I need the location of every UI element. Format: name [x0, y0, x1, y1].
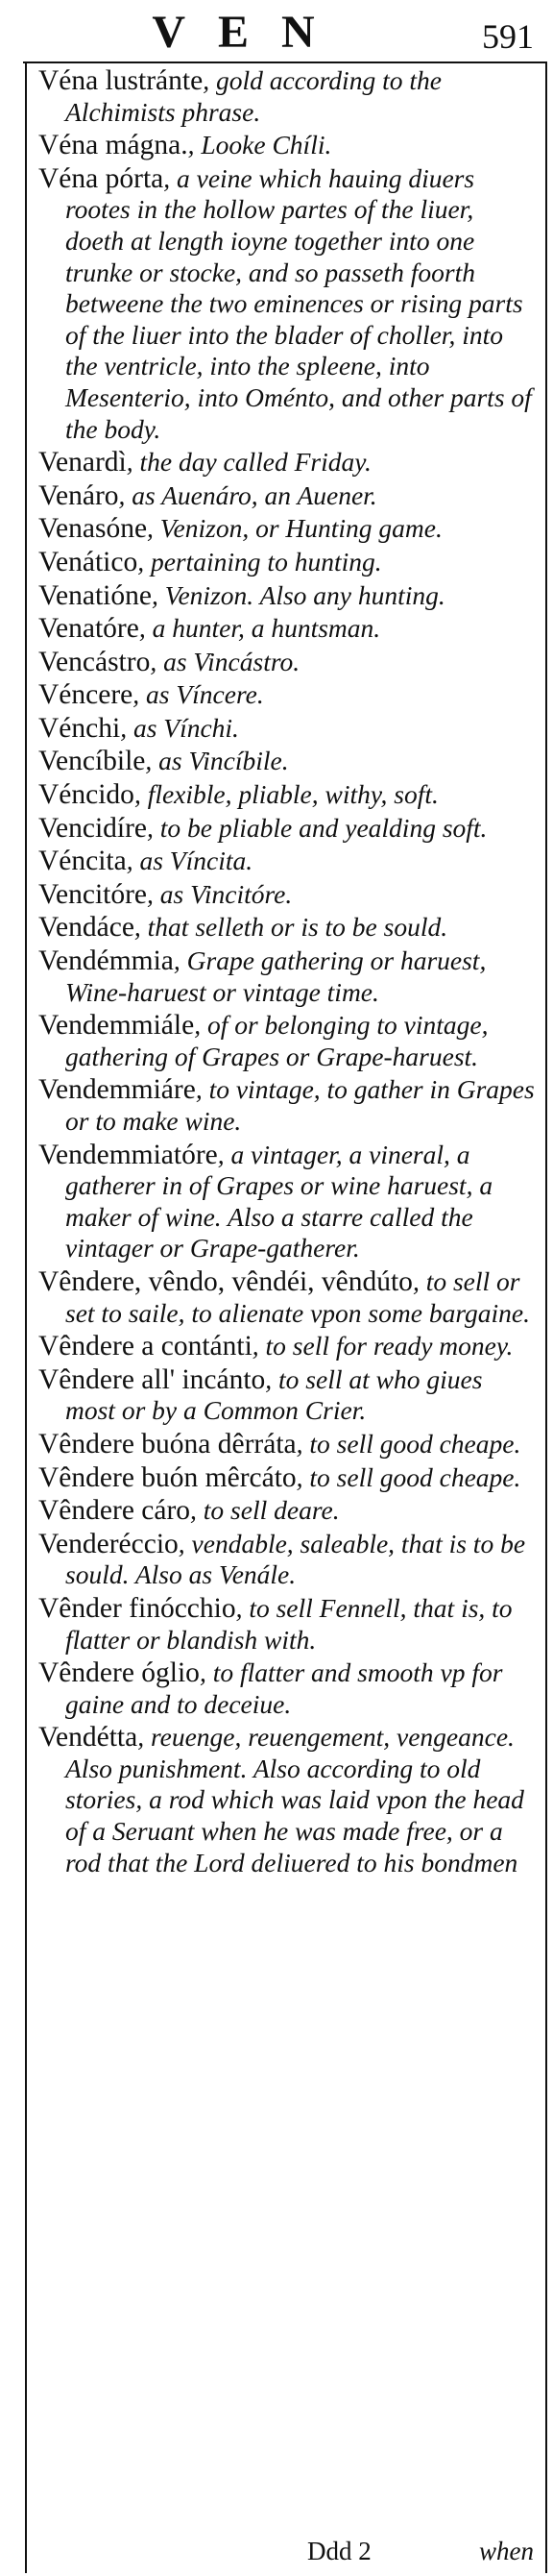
definition: , pertaining to hunting.	[137, 546, 382, 577]
definition: , to sell good cheape.	[296, 1428, 521, 1459]
running-head: VEN	[152, 7, 348, 58]
definition: , as Víncere.	[132, 679, 264, 710]
headword: Vêndere buóna dêrráta	[38, 1428, 297, 1460]
dictionary-entry	[38, 779, 538, 811]
definition: , as Vincíbile.	[145, 746, 289, 776]
page-header	[0, 0, 553, 61]
dictionary-entry	[38, 1331, 538, 1362]
headword: Vendétta	[38, 1722, 138, 1754]
headword: Venderéccio	[38, 1528, 179, 1559]
dictionary-entry	[38, 1462, 538, 1494]
headword: Vencíbile	[38, 746, 146, 777]
definition: , to sell at who giues most or by a Common Crier.	[65, 1363, 483, 1426]
definition: , to sell good cheape.	[296, 1461, 521, 1492]
headword: Venasóne	[38, 513, 148, 545]
definition: , to sell or set to saile, to alienate vpon some bargaine.	[65, 1265, 530, 1328]
header-rule	[23, 61, 547, 63]
dictionary-entry	[38, 613, 538, 645]
definition: , a hunter, a huntsman.	[138, 613, 381, 644]
headword: Vêndere buón mêrcáto	[38, 1461, 297, 1493]
dictionary-entry	[38, 1495, 538, 1527]
headword: Véncere	[38, 679, 133, 711]
dictionary-entry	[38, 945, 538, 1008]
definition: , as Víncita.	[126, 846, 253, 876]
definition: , Venizon. Also any hunting.	[151, 579, 445, 610]
headword: Venatióne	[38, 579, 152, 611]
headword: Vencidíre	[38, 812, 148, 844]
catchword: when	[479, 2537, 534, 2565]
headword: Venático	[38, 546, 138, 577]
definition: , that selleth or is to be sould.	[133, 912, 448, 943]
headword: Vendémmia	[38, 945, 174, 977]
headword: Véncita	[38, 846, 127, 877]
definition: , Looke Chíli.	[187, 130, 332, 160]
dictionary-entry	[38, 679, 538, 711]
headword: Venáro	[38, 479, 119, 511]
dictionary-entry	[38, 130, 538, 161]
definition: , to flatter and smooth vp for gaine and to deceiue.	[65, 1657, 503, 1719]
dictionary-entry	[38, 1266, 538, 1329]
headword: Véna mágna.	[38, 130, 188, 161]
definition: , as Vínchi.	[120, 712, 239, 743]
headword: Vendáce	[38, 912, 134, 944]
definition: , Venizon, or Hunting game.	[147, 513, 443, 544]
headword: Vencástro	[38, 646, 151, 677]
definition: , as Auenáro, an Auener.	[118, 479, 377, 510]
headword: Vêndere óglio	[38, 1657, 200, 1689]
definition: , a vintager, a vineral, a gatherer in of Grapes or wine haruest, a maker of wine. Also a starre called the vintager or Grape-gatherer.	[65, 1139, 493, 1263]
dictionary-entry	[38, 163, 538, 445]
definition: , to sell Fennell, that is, to flatter or blandish with.	[65, 1592, 513, 1655]
headword: Vêndere cáro	[38, 1495, 191, 1527]
dictionary-entry	[38, 65, 538, 128]
headword: Venardì	[38, 447, 127, 478]
dictionary-entry	[38, 746, 538, 777]
dictionary-entry	[38, 1429, 538, 1460]
column-rule-right	[545, 63, 547, 2573]
column-rule-left	[25, 63, 27, 2573]
definition: , flexible, pliable, withy, soft.	[133, 779, 439, 810]
headword: Venatóre	[38, 613, 139, 645]
dictionary-entry	[38, 846, 538, 877]
definition: , to vintage, to gather in Grapes or to make wine.	[65, 1074, 535, 1136]
definition: , as Vincitóre.	[147, 878, 293, 909]
dictionary-entry	[38, 713, 538, 745]
headword: Vêndere all' incánto	[38, 1363, 266, 1395]
dictionary-entry	[38, 1010, 538, 1072]
dictionary-entry	[38, 513, 538, 545]
headword: Vêndere a contánti	[38, 1331, 252, 1362]
definition: , the day called Friday.	[126, 447, 372, 478]
headword: Vênder finócchio	[38, 1592, 236, 1624]
definition: , as Vincástro.	[150, 646, 301, 676]
dictionary-entry	[38, 912, 538, 944]
dictionary-entry	[38, 1140, 538, 1264]
dictionary-entry	[38, 580, 538, 612]
dictionary-entry	[38, 813, 538, 845]
definition: , of or belonging to vintage, gathering of Grapes or Grape-haruest.	[65, 1010, 489, 1071]
definition: , reuenge, reuengement, vengeance. Also punishment. Also according to old stories, a rod which was laid vpon the head of a Seruant when he was made free, or a rod that the Lord deliuered to his bondmen	[65, 1722, 524, 1877]
definition: , gold according to the Alchimists phrase.	[65, 65, 442, 127]
dictionary-entry	[38, 647, 538, 678]
definition: , Grape gathering or haruest, Wine-haruest or vintage time.	[65, 945, 487, 1007]
dictionary-entry	[38, 1364, 538, 1427]
headword: Véncido	[38, 779, 134, 811]
headword: Vendemmiatóre	[38, 1139, 218, 1170]
definition: , vendable, saleable, that is to be sould. Also as Venále.	[65, 1528, 526, 1590]
headword: Véna pórta	[38, 162, 164, 194]
dictionary-entry	[38, 1074, 538, 1137]
dictionary-entry	[38, 447, 538, 478]
dictionary-entry	[38, 879, 538, 911]
headword: Véna lustránte	[38, 65, 204, 96]
headword: Vendemmiáre	[38, 1074, 196, 1106]
definition: , to sell for ready money.	[252, 1331, 514, 1362]
headword: Vénchi	[38, 712, 121, 744]
dictionary-entry	[38, 1529, 538, 1591]
definition: , to sell deare.	[190, 1495, 340, 1526]
dictionary-entry	[38, 1657, 538, 1720]
dictionary-entry	[38, 547, 538, 578]
signature-mark: Ddd 2	[307, 2537, 372, 2565]
page-number: 591	[482, 17, 534, 56]
dictionary-entry	[38, 1593, 538, 1656]
dictionary-entry	[38, 1722, 538, 1878]
headword: Vencitóre	[38, 878, 148, 910]
definition: , a veine which hauing diuers rootes in the hollow partes of the liuer, doeth at length ioyne together into one trunke or stocke, and so passeth foorth betweene the two eminences or rising parts of the liuer into the blader of choller, into the ventricle, into the spleene, into Mesenterio, into Oménto, and other parts of the body.	[65, 162, 532, 444]
dictionary-column	[38, 65, 538, 1880]
definition: , to be pliable and yealding soft.	[147, 812, 488, 843]
headword: Vendemmiále	[38, 1010, 195, 1042]
headword: Vêndere, vêndo, vêndéi, vêndúto	[38, 1265, 413, 1297]
dictionary-entry	[38, 480, 538, 512]
